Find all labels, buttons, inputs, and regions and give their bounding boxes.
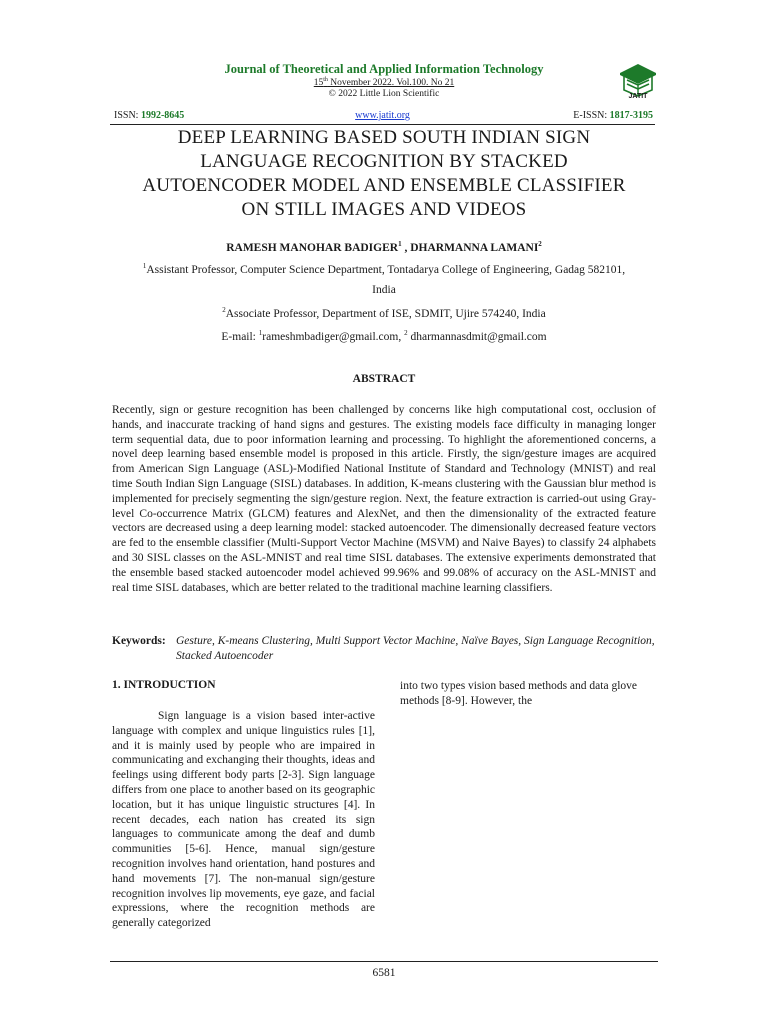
issn: ISSN: 1992-8645	[114, 110, 185, 121]
footer-rule	[110, 961, 658, 962]
journal-name: Journal of Theoretical and Applied Information Technology	[224, 62, 544, 76]
author-separator: ,	[401, 241, 411, 254]
keywords-list: Gesture, K-means Clustering, Multi Support Vector Machine, Naïve Bayes, Sign Language Recognition, Stacked Autoencoder	[176, 635, 655, 662]
author-line	[0, 240, 768, 254]
page-number: 6581	[372, 967, 396, 979]
issue-day-suffix: th	[323, 77, 328, 83]
affiliation-1-country: India	[372, 284, 396, 296]
copyright: © 2022 Little Lion Scientific	[328, 89, 440, 99]
affiliation-2: $^2$Associate Professor, Department of ISE, SDMIT, Ujire 574240, India	[222, 306, 546, 320]
email-1[interactable]: rameshmbadiger@gmail.com,	[262, 330, 405, 343]
author-1-mark: 1	[398, 240, 402, 248]
paper-title: DEEP LEARNING BASED SOUTH INDIAN SIGN LANGUAGE RECOGNITION BY STACKED AUTOENCODER MODEL AND ENSEMBLE CLASSIFIER ON STILL IMAGES AND VIDEOS	[142, 127, 626, 220]
section-heading: 1. INTRODUCTION	[112, 679, 216, 691]
affiliation-1: $^1$Assistant Professor, Computer Science Department, Tontadarya College of Engineering, Gadag 582101,	[142, 262, 626, 276]
issue-details: November 2022. Vol.100. No 21	[327, 78, 455, 89]
abstract-heading: ABSTRACT	[352, 373, 416, 385]
email-2[interactable]: dharmannasdmit@gmail.com	[407, 330, 547, 343]
intro-column-1: Sign language is a vision based inter-active language with complex and unique linguistics rules [1], and it is mainly used by people who are impaired in communicating and exchanging their thoughts, ideas and feelings using different body parts [2-3]. Sign language differs from one place to another based on its geographic location, but it has unique linguistic structures [4]. In recent decades, each nation has created its sign languages to communicate among the deaf and dumb communities [5-6]. Hence, manual sign/gesture recognition involves hand orientation, hand postures and hand movements [7]. The non-manual sign/gesture recognition involves lip movements, eye gaze, and facial expressions, where the recognition methods are generally categorized	[112, 710, 375, 930]
issue-day: 15	[313, 78, 324, 89]
author-1: RAMESH MANOHAR BADIGER	[226, 241, 399, 254]
intro-column-2: into two types vision based methods and data glove methods [8-9]. However, the	[400, 680, 637, 707]
website-link[interactable]: www.jatit.org	[355, 110, 410, 121]
logo-label: JATIT	[628, 93, 648, 100]
email-line: E-mail: $^1$rameshmbadiger@gmail.com, $^2$ dharmannasdmit@gmail.com	[221, 329, 547, 343]
abstract-text: Recently, sign or gesture recognition has been challenged by concerns like high computational cost, occlusion of hands, and inaccurate tracking of hand signs and gestures. The existing models face difficulty in managing longer term sequential data, due to poor information learning and processing. To highlight the aforementioned concerns, a novel deep learning based ensemble model is proposed in this article. Firstly, the sign/gesture images are acquired from American Sign Language (ASL)-Modified National Institute of Standard and Technology (MNIST) and real time South Indian Sign Language (SISL) databases. In addition, K-means clustering with the Gaussian blur method is implemented for precisely segmenting the sign/gesture region. Next, the feature extraction is carried-out using Gray-level Co-occurrence Matrix (GLCM) features and AlexNet, and then the dimensionality of the extracted feature vectors are decreased using a deep learning model: stacked autoencoder. The dimensionally decreased feature vectors are fed to the ensemble classifier (Multi-Support Vector Machine (MSVM) and Naive Bayes) to classify 24 alphabets and 30 SISL classes on the ASL-MNIST and real time SISL databases. The extensive experiments demonstrated that the ensemble based stacked autoencoder model achieved 99.96% and 99.08% of accuracy on the ASL-MNIST and real time SISL databases, which are better related to the traditional machine learning classifiers.	[112, 404, 656, 594]
keywords-label: Keywords:	[112, 635, 166, 647]
author-2-mark: 2	[538, 240, 542, 248]
author-2: DHARMANNA LAMANI	[410, 241, 539, 254]
issn-bar	[110, 110, 655, 125]
eissn: E-ISSN: 1817-3195	[573, 110, 653, 121]
